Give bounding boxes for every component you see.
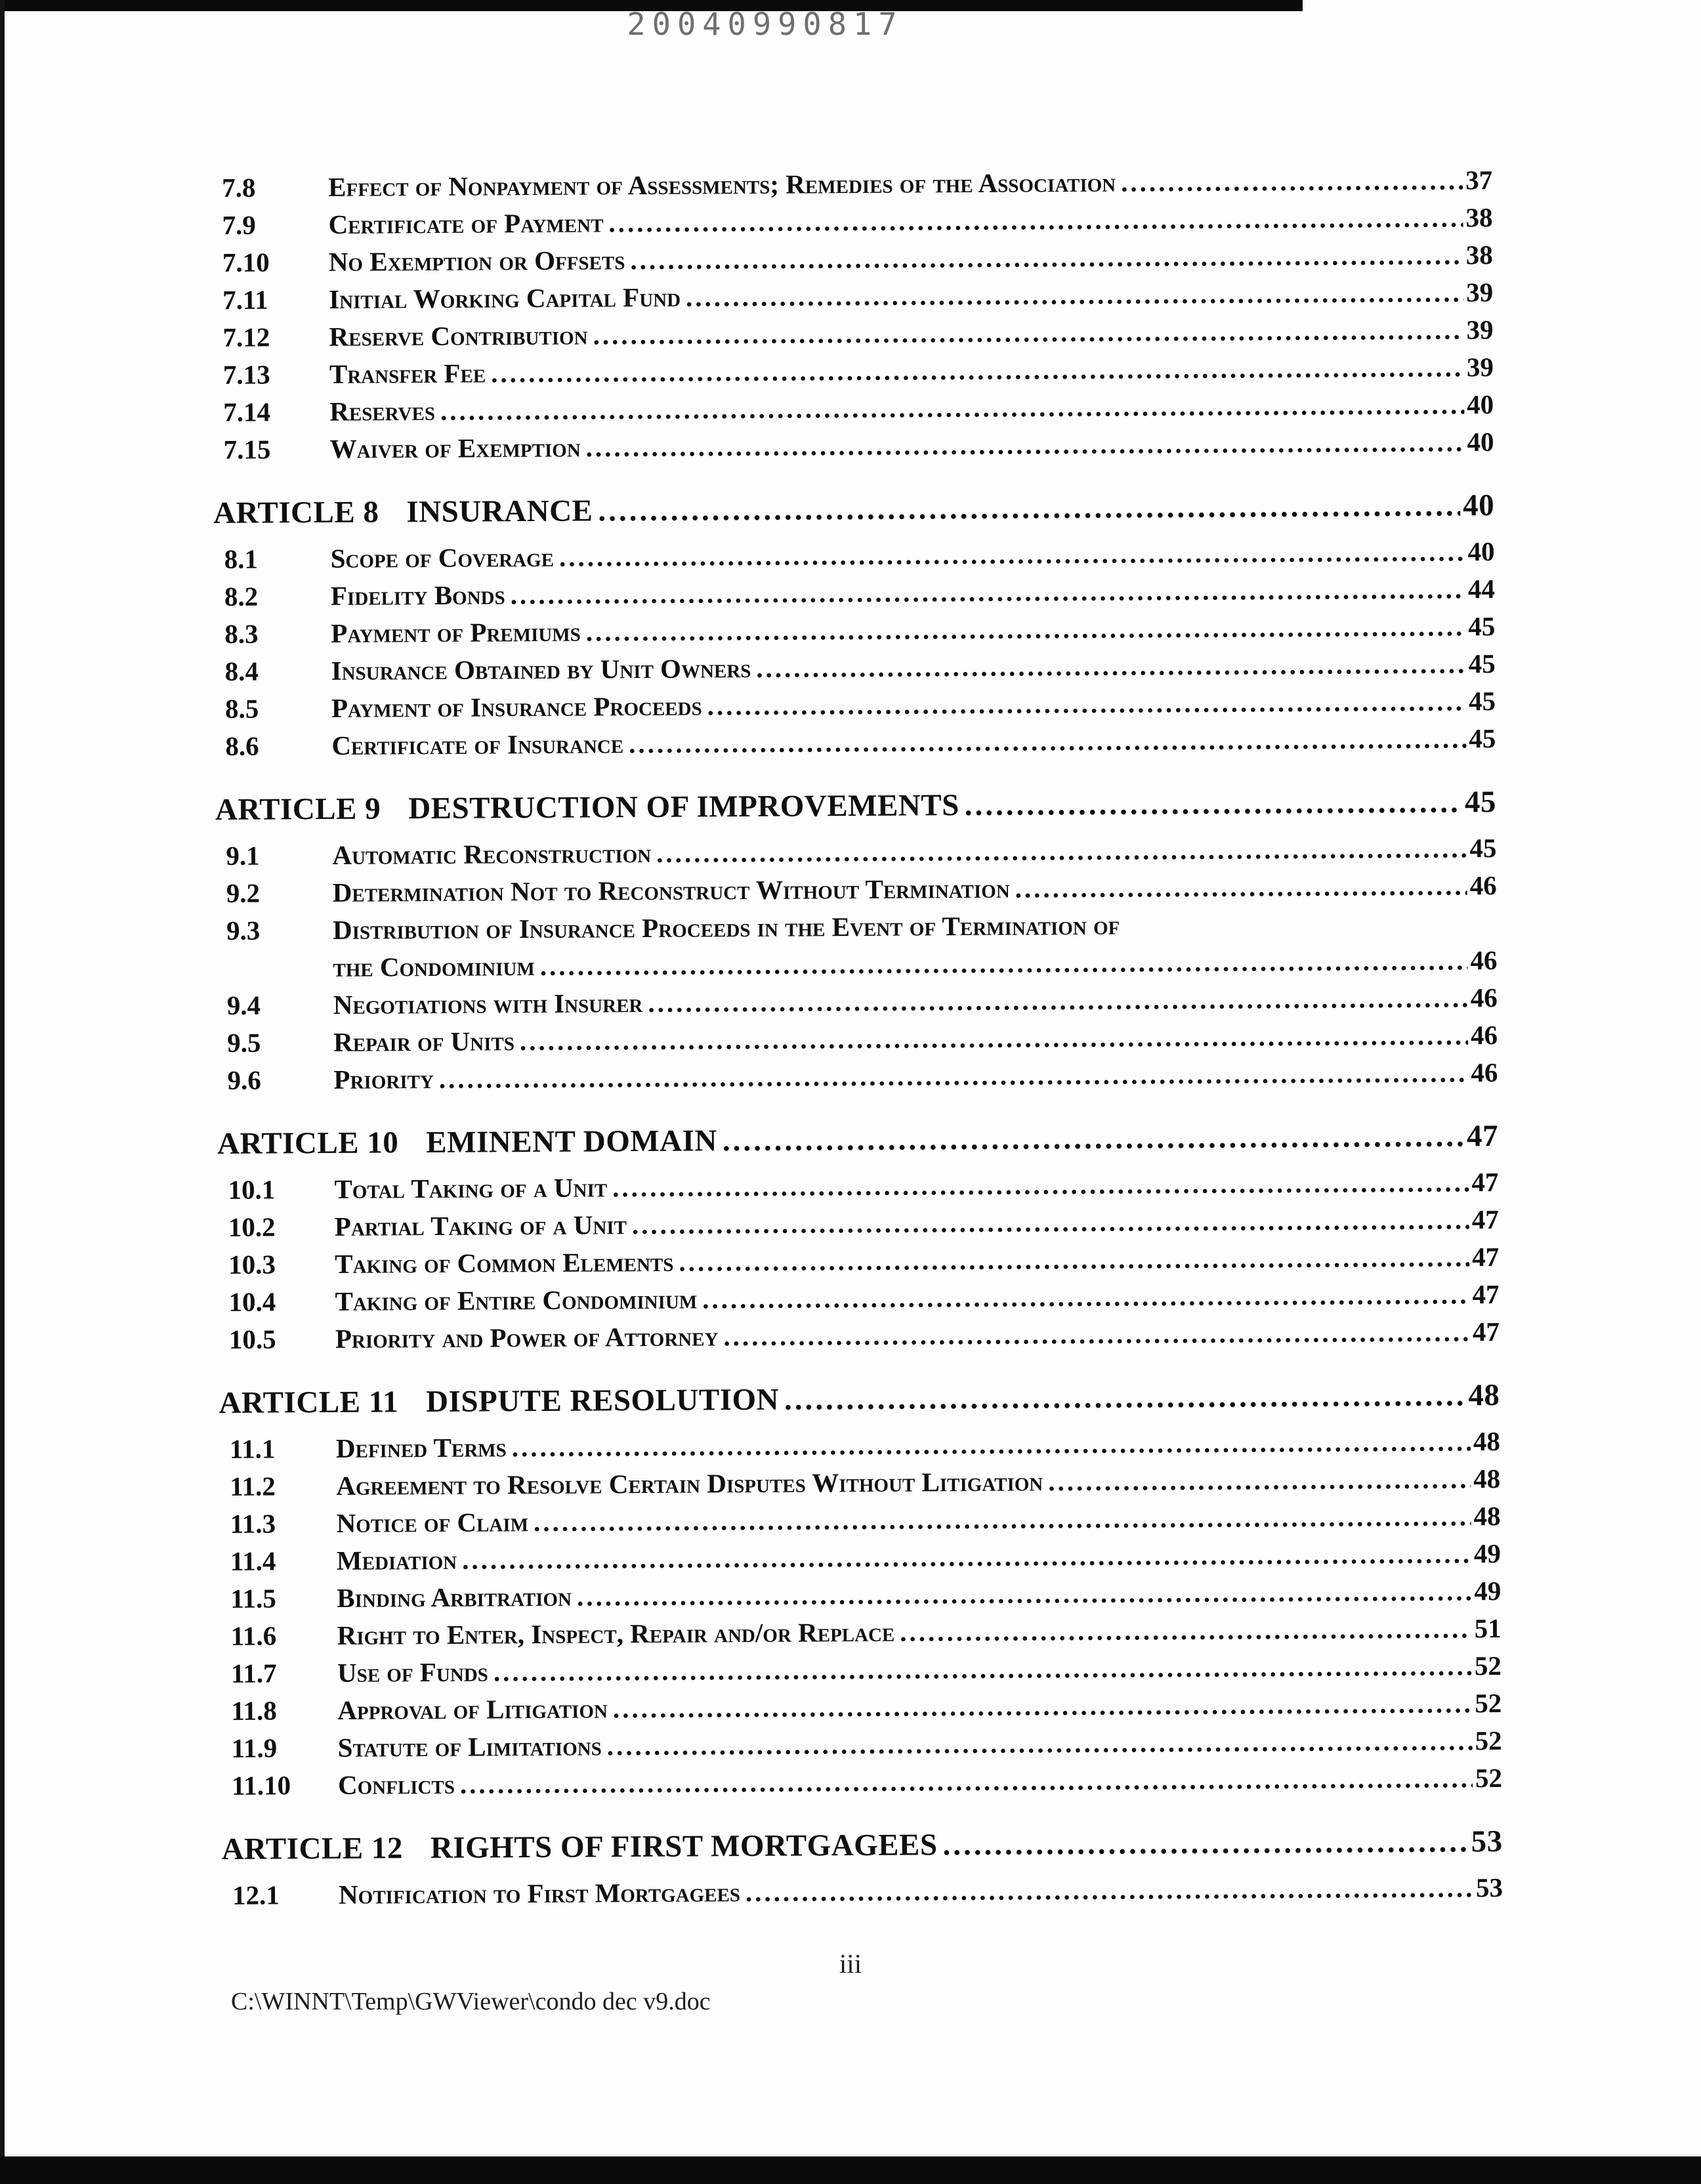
toc-entry-title: Approval of Litigation <box>337 1693 608 1725</box>
toc-entry-page: 45 <box>1469 833 1497 864</box>
toc-leader-dots <box>462 1535 1471 1578</box>
toc-leader-dots <box>440 386 1465 430</box>
toc-entry-title: Priority <box>333 1063 434 1095</box>
toc-entry-page: 39 <box>1466 352 1494 383</box>
toc-entry-page: 51 <box>1474 1613 1502 1644</box>
toc-entry-title: Determination Not to Reconstruct Without Termination <box>332 873 1010 908</box>
toc-entry-number: 9.3 <box>226 915 261 946</box>
toc-entry-number: 8.1 <box>224 543 259 574</box>
toc-entry-number: 7.12 <box>222 322 270 352</box>
toc-leader-dots <box>648 979 1468 1022</box>
toc-leader-dots <box>559 533 1465 576</box>
toc-leader-dots <box>942 1822 1468 1864</box>
toc-leader-dots <box>491 348 1464 392</box>
toc-leader-dots <box>679 1238 1469 1280</box>
toc-entry-title: Transfer Fee <box>329 358 486 389</box>
toc-row <box>217 1116 1498 1164</box>
toc-entry-number: 10.2 <box>228 1211 276 1242</box>
toc-entry-title: Defined Terms <box>335 1432 507 1463</box>
toc-entry-page: 45 <box>1468 611 1496 642</box>
toc-leader-dots <box>1048 1460 1471 1500</box>
toc-entry-page: 44 <box>1467 574 1496 604</box>
toc-entry-title: RIGHTS OF FIRST MORTGAGEES <box>430 1828 938 1866</box>
toc-leader-dots <box>1121 161 1463 201</box>
toc-entry-page: 47 <box>1472 1242 1500 1272</box>
toc-leader-dots <box>460 1759 1473 1803</box>
toc-leader-dots <box>612 1164 1469 1206</box>
toc-entry-page: 45 <box>1464 785 1497 820</box>
toc-entry-number: 11.1 <box>229 1433 276 1464</box>
toc-entry-page: 40 <box>1467 427 1494 457</box>
toc-entry-page: 47 <box>1466 1119 1499 1154</box>
toc-leader-dots <box>630 236 1463 279</box>
toc-entry-title: Taking of Entire Condominium <box>335 1284 698 1316</box>
toc-entry-number: 9.5 <box>226 1027 261 1058</box>
toc-row <box>213 486 1494 533</box>
toc-entry-title: the Condominium <box>333 951 535 982</box>
toc-entry-page: 48 <box>1473 1426 1501 1457</box>
toc-entry-title: Certificate of Insurance <box>331 728 624 761</box>
toc-entry-title: Notice of Claim <box>336 1507 529 1538</box>
toc-entry-page: 45 <box>1469 723 1496 754</box>
toc-entry-number: 10.5 <box>228 1324 276 1354</box>
toc-leader-dots <box>511 570 1466 614</box>
toc-entry-title: Taking of Common Elements <box>335 1246 674 1279</box>
toc-entry-number: 9.4 <box>226 990 261 1020</box>
toc-entry-page: 53 <box>1475 1872 1503 1903</box>
toc-entry-title: INSURANCE <box>406 494 593 530</box>
toc-leader-dots <box>686 274 1463 316</box>
toc-entry-title: Distribution of Insurance Proceeds in the Event of Termination of <box>332 910 1120 945</box>
toc-leader-dots <box>723 1116 1465 1160</box>
toc-entry-number: ARTICLE 11 <box>219 1385 399 1420</box>
toc-entry-page: 46 <box>1470 982 1498 1013</box>
toc-entry-title: Reserves <box>329 395 436 427</box>
toc-entry-number: 11.3 <box>230 1508 276 1539</box>
toc-entry-page: 40 <box>1463 488 1495 523</box>
toc-entry-page: 47 <box>1472 1279 1500 1310</box>
toc-leader-dots <box>746 1869 1473 1911</box>
toc-entry-number <box>217 976 333 977</box>
toc-entry-page: 45 <box>1468 648 1496 679</box>
toc-entry-page: 40 <box>1467 389 1494 420</box>
toc-row <box>222 1869 1503 1914</box>
toc-entry-number: 11.8 <box>231 1695 277 1726</box>
toc-entry-title: Use of Funds <box>337 1656 488 1688</box>
toc-entry-title: EMINENT DOMAIN <box>426 1124 718 1160</box>
toc-leader-dots <box>613 1685 1473 1727</box>
toc-row <box>217 1054 1498 1099</box>
toc-leader-dots <box>965 782 1463 825</box>
toc-entry-title: Statute of Limitations <box>337 1731 602 1763</box>
toc-entry-number: 7.8 <box>222 172 256 203</box>
toc-entry-title: Mediation <box>336 1544 457 1576</box>
toc-leader-dots <box>608 199 1463 242</box>
toc-entry-page: 52 <box>1475 1725 1502 1756</box>
toc-entry-title: Negotiations with Insurer <box>333 988 643 1020</box>
toc-entry-number: 7.10 <box>222 247 270 278</box>
toc-entry-number: 8.6 <box>225 730 259 761</box>
toc-entry-number: 11.6 <box>230 1620 277 1651</box>
toc-leader-dots <box>1015 867 1467 907</box>
toc-entry-page: 48 <box>1473 1463 1501 1494</box>
toc-entry-number: 11.2 <box>230 1471 276 1502</box>
toc-entry-title: Reserve Contribution <box>329 320 588 352</box>
toc-row <box>216 867 1497 912</box>
toc-entry-page: 46 <box>1471 1057 1498 1088</box>
document-stamp-number: 20040990817 <box>627 7 904 43</box>
toc-leader-dots <box>756 645 1466 687</box>
toc-entry-title: Right to Enter, Inspect, Repair and/or Replace <box>337 1616 895 1650</box>
toc-leader-dots <box>540 942 1468 985</box>
toc-entry-page: 38 <box>1465 202 1493 233</box>
toc-entry-number: 7.11 <box>222 284 268 315</box>
toc-entry-title: Repair of Units <box>333 1026 515 1057</box>
toc-entry-title: Conflicts <box>337 1769 455 1800</box>
scan-edge-bottom <box>0 2156 1701 2184</box>
toc-entry-number: 8.2 <box>224 581 259 612</box>
toc-entry-number: 9.2 <box>226 877 261 908</box>
toc-entry-page: 47 <box>1471 1167 1499 1198</box>
toc-leader-dots <box>512 1423 1471 1466</box>
toc-leader-dots <box>900 1610 1472 1650</box>
footer-page-number: iii <box>839 1948 862 1979</box>
toc-row <box>221 1822 1502 1869</box>
toc-entry-page: 39 <box>1466 314 1494 345</box>
toc-row <box>213 423 1494 469</box>
toc-entry-page: 38 <box>1465 240 1493 270</box>
toc-list <box>211 161 1503 1914</box>
toc-leader-dots <box>629 720 1467 763</box>
toc-entry-number: 11.9 <box>231 1732 278 1763</box>
toc-row <box>215 720 1496 765</box>
toc-row <box>215 782 1496 830</box>
toc-entry-page: 52 <box>1474 1650 1502 1681</box>
toc-entry-title: Payment of Insurance Proceeds <box>331 690 702 723</box>
toc-entry-page: 49 <box>1474 1576 1502 1606</box>
scan-edge-left <box>0 0 5 2184</box>
footer-file-path: C:\WINNT\Temp\GWViewer\condo dec v9.doc <box>231 1988 711 2015</box>
toc-row <box>219 1376 1500 1423</box>
toc-entry-title: Effect of Nonpayment of Assessments; Remedies of the Association <box>328 167 1116 202</box>
toc-entry-number: ARTICLE 10 <box>217 1125 399 1161</box>
toc-entry-title: Initial Working Capital Fund <box>329 282 681 314</box>
toc-entry-title: DESTRUCTION OF IMPROVEMENTS <box>408 788 959 826</box>
toc-leader-dots <box>586 423 1465 466</box>
toc-entry-page: 39 <box>1466 277 1494 308</box>
toc-entry-number: 7.13 <box>222 359 270 390</box>
toc-entry-number: 8.3 <box>224 618 259 649</box>
toc-entry-page: 46 <box>1470 1020 1498 1051</box>
toc-entry-title: Certificate of Payment <box>328 207 604 240</box>
toc-entry-page: 52 <box>1475 1688 1502 1719</box>
toc-entry-title: Scope of Coverage <box>330 541 555 574</box>
toc-entry-title: Partial Taking of a Unit <box>334 1209 627 1242</box>
toc-entry-title: Payment of Premiums <box>331 616 581 648</box>
toc-row <box>219 1313 1500 1358</box>
toc-entry-page: 40 <box>1467 536 1495 567</box>
toc-leader-dots <box>520 1017 1469 1060</box>
toc-entry-title: DISPUTE RESOLUTION <box>425 1382 780 1419</box>
toc-entry-number: 8.4 <box>224 656 259 686</box>
toc-leader-dots <box>656 830 1467 872</box>
toc-entry-title: No Exemption or Offsets <box>328 245 625 277</box>
toc-entry-page: 48 <box>1473 1501 1501 1532</box>
toc-entry-number: ARTICLE 12 <box>221 1831 404 1866</box>
toc-leader-dots <box>784 1376 1466 1419</box>
toc-entry-page: 46 <box>1470 945 1498 976</box>
toc-leader-dots <box>707 682 1466 724</box>
toc-leader-dots <box>598 486 1460 530</box>
toc-entry-title: Notification to First Mortgagees <box>338 1877 741 1910</box>
toc-entry-title: Insurance Obtained by Unit Owners <box>331 652 751 686</box>
toc-entry-number: ARTICLE 9 <box>215 791 381 827</box>
toc-entry-page: 45 <box>1468 686 1496 717</box>
toc-leader-dots <box>593 311 1463 354</box>
toc-entry-number: 9.6 <box>227 1064 261 1095</box>
toc-leader-dots <box>586 608 1466 650</box>
toc-entry-page: 53 <box>1471 1824 1503 1859</box>
toc-entry-number: 11.10 <box>231 1770 291 1801</box>
toc-entry-number: 10.3 <box>228 1249 276 1280</box>
toc-entry-page: 48 <box>1468 1378 1500 1413</box>
toc-entry-page: 47 <box>1472 1316 1500 1347</box>
toc-entry-title: Total Taking of a Unit <box>334 1172 608 1204</box>
toc-entry-number: 11.4 <box>230 1545 276 1576</box>
toc-entry-number: 11.7 <box>230 1658 277 1689</box>
toc-entry-number: 10.4 <box>228 1286 276 1317</box>
toc-leader-dots <box>439 1054 1469 1098</box>
toc-entry-number: 12.1 <box>232 1880 280 1910</box>
toc-leader-dots <box>534 1498 1471 1541</box>
toc-entry-number: 8.5 <box>224 693 259 724</box>
toc-leader-dots <box>494 1647 1472 1690</box>
toc-entry-number: 9.1 <box>226 840 260 871</box>
toc-entry-number: ARTICLE 8 <box>213 495 379 530</box>
toc-leader-dots <box>577 1572 1472 1615</box>
toc-leader-dots <box>607 1722 1473 1765</box>
toc-entry-number: 7.14 <box>223 396 271 427</box>
toc-leader-dots <box>702 1276 1470 1318</box>
toc-entry-title: Fidelity Bonds <box>330 579 505 611</box>
toc-row <box>221 1759 1502 1805</box>
toc-entry-page: 46 <box>1469 870 1497 901</box>
toc-entry-number: 10.1 <box>228 1174 276 1205</box>
toc-entry-title: Priority and Power of Attorney <box>335 1321 719 1354</box>
toc-leader-dots <box>632 1201 1469 1244</box>
toc-entry-title: Agreement to Resolve Certain Disputes Without Litigation <box>336 1466 1043 1501</box>
toc-entry-page: 52 <box>1475 1763 1503 1794</box>
toc-entry-page: 49 <box>1473 1538 1502 1569</box>
toc-entry-page: 47 <box>1471 1204 1499 1235</box>
toc-entry-title: Automatic Reconstruction <box>332 837 652 870</box>
toc-entry-title: Binding Arbitration <box>337 1581 572 1613</box>
toc-entry-number: 7.9 <box>222 209 256 240</box>
toc-entry-number: 11.5 <box>230 1583 276 1614</box>
toc-entry-number: 7.15 <box>223 434 271 465</box>
toc-leader-dots <box>723 1313 1470 1355</box>
toc-entry-title: Waiver of Exemption <box>329 432 581 464</box>
toc-entry-page: 37 <box>1465 165 1493 196</box>
